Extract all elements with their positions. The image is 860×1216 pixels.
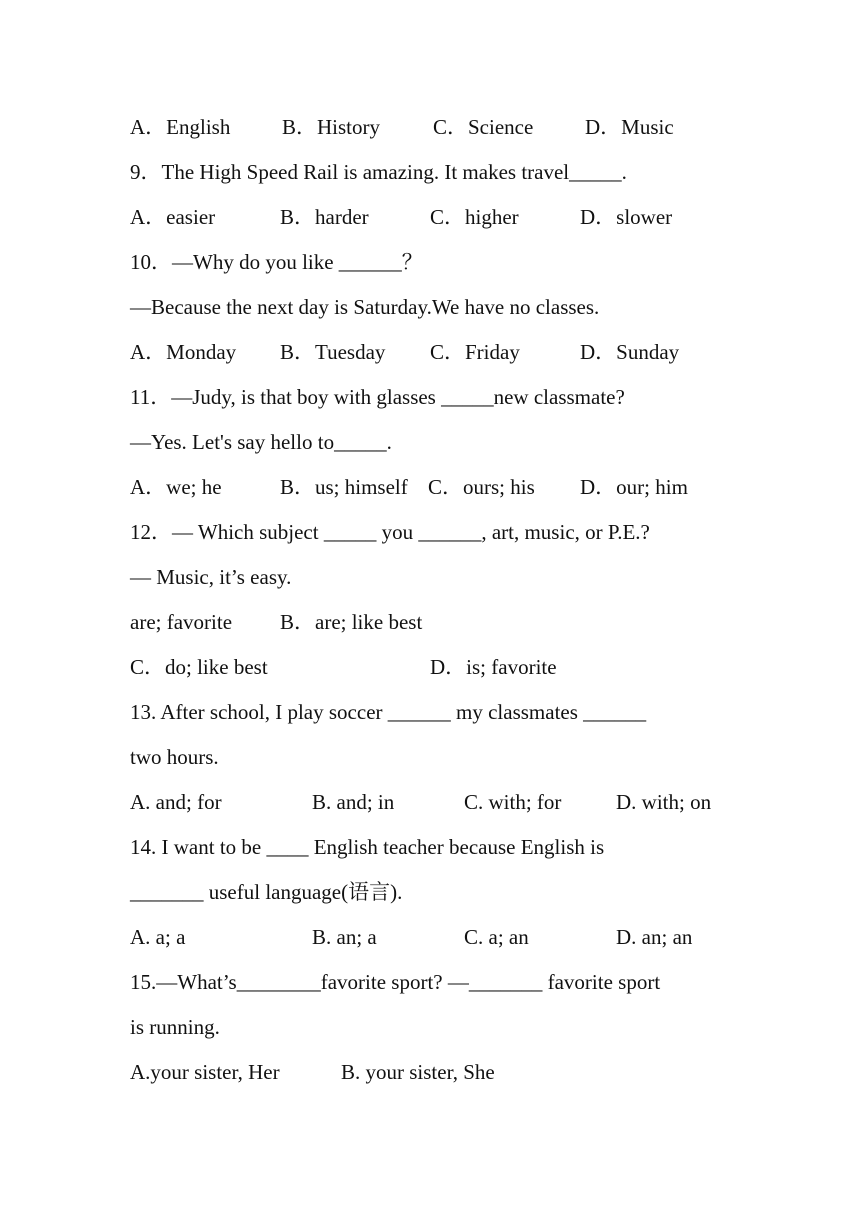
q11-option-c: C．ours; his (428, 475, 535, 499)
q14-options-row (130, 925, 693, 953)
q11-options-row (130, 475, 688, 503)
q10-reply: —Because the next day is Saturday.We have no classes. (130, 295, 600, 319)
q15-option-a: A.your sister, Her (130, 1060, 280, 1084)
q11-reply: —Yes. Let's say hello to_____. (130, 430, 392, 454)
q12-options-row-1 (130, 610, 423, 638)
q8-option-d: D．Music (585, 115, 674, 139)
q10-option-a: A．Monday (130, 340, 237, 364)
q14-stem-line-2: _______ useful language(语言). (130, 880, 403, 904)
q12-options-row-2 (130, 655, 557, 683)
q14-stem-line-1: 14. I want to be ____ English teacher because English is (130, 835, 605, 859)
q11-option-d: D．our; him (580, 475, 688, 499)
q14-option-a: A. a; a (130, 925, 186, 949)
q10-option-d: D．Sunday (580, 340, 680, 364)
q8-option-c: C．Science (433, 115, 534, 139)
q11-stem: 11．—Judy, is that boy with glasses _____new classmate? (130, 385, 625, 409)
q12-stem: 12．— Which subject _____ you ______, art, music, or P.E.? (130, 520, 650, 544)
q13-options-row (130, 790, 712, 818)
q11-option-a: A．we; he (130, 475, 222, 499)
q13-stem-line-2: two hours. (130, 745, 219, 769)
q15-options-row (130, 1060, 495, 1088)
q15-option-b: B. your sister, She (341, 1060, 495, 1084)
q10-options-row (130, 340, 680, 368)
q12-option-c: C．do; like best (130, 655, 268, 679)
q8-option-a: A．English (130, 115, 231, 139)
q13-stem-line-1: 13. After school, I play soccer ______ my classmates ______ (130, 700, 647, 724)
q14-option-d: D. an; an (616, 925, 693, 949)
q13-option-b: B. and; in (312, 790, 395, 814)
q8-options-row (130, 115, 674, 143)
q10-option-b: B．Tuesday (280, 340, 386, 364)
q9-option-b: B．harder (280, 205, 369, 229)
q9-options-row (130, 205, 673, 233)
q13-option-d: D. with; on (616, 790, 712, 814)
q12-option-d: D．is; favorite (430, 655, 557, 679)
q12-option-b: B．are; like best (280, 610, 423, 634)
q13-option-c: C. with; for (464, 790, 562, 814)
q12-option-a: are; favorite (130, 610, 233, 634)
q9-stem: 9．The High Speed Rail is amazing. It makes travel_____. (130, 160, 627, 184)
q10-stem: 10．—Why do you like ______？ (130, 250, 423, 274)
q14-option-b: B. an; a (312, 925, 377, 949)
q15-stem-line-1: 15.—What’s________favorite sport? —_______ favorite sport (130, 970, 661, 994)
q15-stem-line-2: is running. (130, 1015, 220, 1039)
q11-option-b: B．us; himself (280, 475, 408, 499)
q13-option-a: A. and; for (130, 790, 222, 814)
q14-option-c: C. a; an (464, 925, 529, 949)
q9-option-a: A．easier (130, 205, 216, 229)
q9-option-d: D．slower (580, 205, 673, 229)
q12-reply: — Music, it’s easy. (130, 565, 292, 589)
q9-option-c: C．higher (430, 205, 519, 229)
q10-option-c: C．Friday (430, 340, 520, 364)
q8-option-b: B．History (282, 115, 381, 139)
